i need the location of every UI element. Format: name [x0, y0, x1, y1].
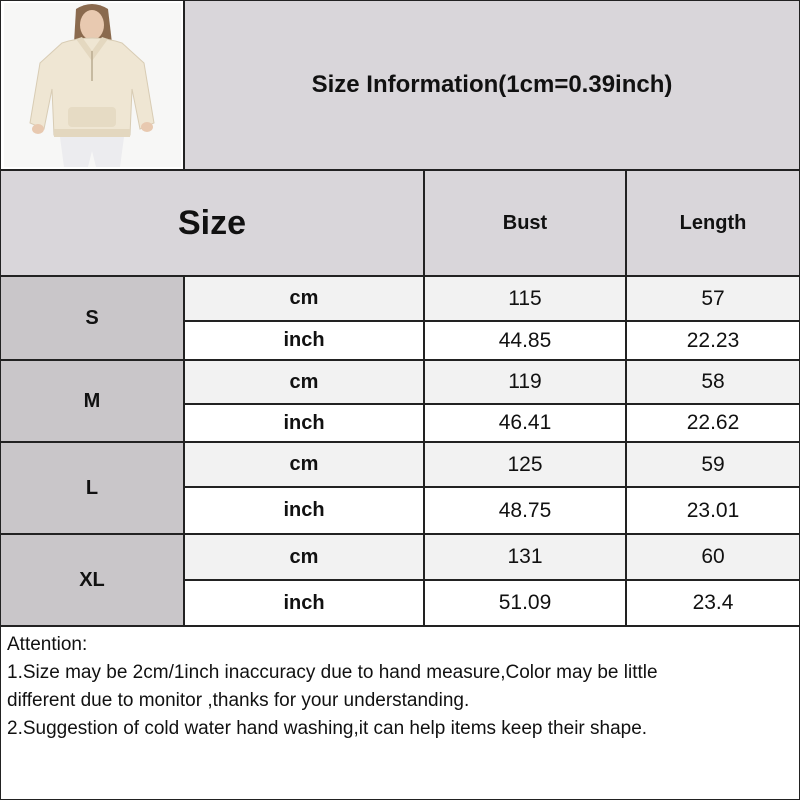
page-title: Size Information(1cm=0.39inch)	[184, 0, 800, 170]
unit-inch: inch	[184, 487, 424, 534]
attention-notes	[0, 626, 800, 800]
model-sweatshirt-illustration	[4, 3, 181, 167]
bust-value: 51.09	[424, 580, 626, 626]
length-value: 22.62	[626, 404, 800, 442]
hem-band	[54, 129, 130, 137]
leggings	[60, 137, 124, 167]
unit-inch: inch	[184, 321, 424, 360]
bust-value: 44.85	[424, 321, 626, 360]
bust-value: 115	[424, 276, 626, 321]
unit-inch: inch	[184, 580, 424, 626]
size-label-xl: XL	[0, 534, 184, 626]
unit-cm: cm	[184, 442, 424, 487]
bust-value: 119	[424, 360, 626, 404]
length-value: 58	[626, 360, 800, 404]
attention-line-1a: 1.Size may be 2cm/1inch inaccuracy due to hand measure,Color may be little	[7, 662, 658, 683]
bust-value: 131	[424, 534, 626, 580]
unit-inch: inch	[184, 404, 424, 442]
bust-header: Bust	[424, 170, 626, 276]
size-label-s: S	[0, 276, 184, 360]
bust-value: 125	[424, 442, 626, 487]
bust-value: 46.41	[424, 404, 626, 442]
bust-value: 48.75	[424, 487, 626, 534]
length-value: 23.01	[626, 487, 800, 534]
length-value: 23.4	[626, 580, 800, 626]
size-label-m: M	[0, 360, 184, 442]
length-value: 22.23	[626, 321, 800, 360]
length-value: 59	[626, 442, 800, 487]
attention-heading: Attention:	[7, 634, 88, 655]
unit-cm: cm	[184, 276, 424, 321]
size-label-l: L	[0, 442, 184, 534]
unit-cm: cm	[184, 360, 424, 404]
attention-line-2: 2.Suggestion of cold water hand washing,it can help items keep their shape.	[7, 718, 648, 739]
face	[80, 10, 104, 40]
length-header: Length	[626, 170, 800, 276]
length-value: 60	[626, 534, 800, 580]
product-photo	[0, 0, 184, 170]
attention-line-1b: different due to monitor ,thanks for your understanding.	[7, 690, 470, 711]
pocket	[68, 107, 116, 127]
length-value: 57	[626, 276, 800, 321]
unit-cm: cm	[184, 534, 424, 580]
size-header: Size	[0, 170, 424, 276]
